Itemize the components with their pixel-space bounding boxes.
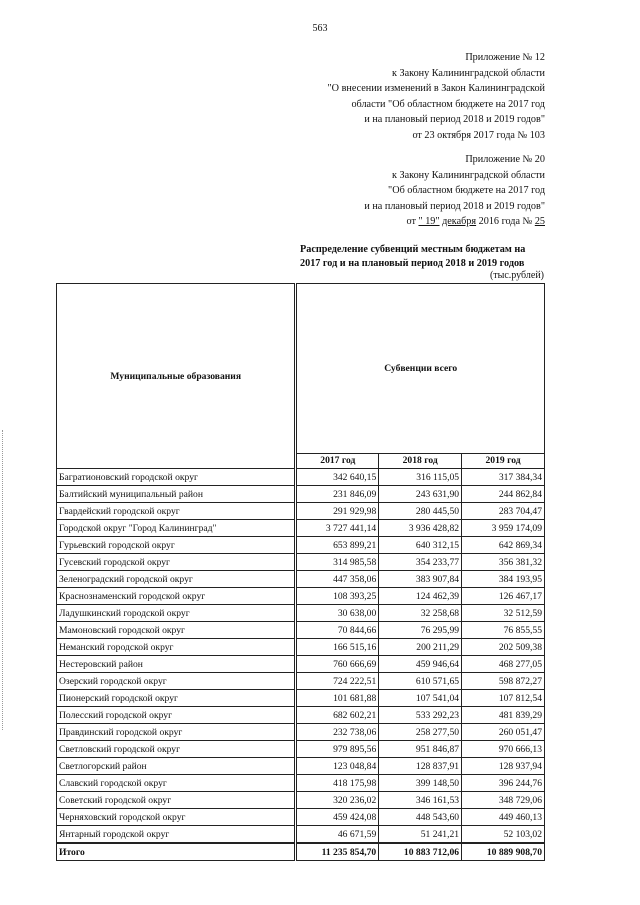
table-row <box>57 690 545 707</box>
table-row <box>57 469 545 486</box>
value-2019: 598 872,27 <box>462 673 545 690</box>
value-2019: 52 103,02 <box>462 826 545 844</box>
municipality-name: Гвардейский городской округ <box>57 503 296 520</box>
municipality-name: Ладушкинский городской округ <box>57 605 296 622</box>
value-2019: 384 193,95 <box>462 571 545 588</box>
appendix-20-dateline <box>364 214 545 230</box>
value-2019: 348 729,06 <box>462 792 545 809</box>
value-2017: 108 393,25 <box>296 588 379 605</box>
value-2019: 396 244,76 <box>462 775 545 792</box>
municipality-name: Неманский городской округ <box>57 639 296 656</box>
table-row <box>57 724 545 741</box>
value-2019: 126 467,17 <box>462 588 545 605</box>
value-2017: 314 985,58 <box>296 554 379 571</box>
value-2017: 231 846,09 <box>296 486 379 503</box>
value-2018: 200 211,29 <box>379 639 462 656</box>
table-row <box>57 673 545 690</box>
units-label: (тыс.рублей) <box>489 270 544 281</box>
table-row <box>57 486 545 503</box>
table-row <box>57 639 545 656</box>
value-2018: 399 148,50 <box>379 775 462 792</box>
value-2019: 449 460,13 <box>462 809 545 826</box>
municipality-name: Славский городской округ <box>57 775 296 792</box>
table-row <box>57 792 545 809</box>
municipality-name: Светлогорский район <box>57 758 296 775</box>
value-2018: 951 846,87 <box>379 741 462 758</box>
value-2018: 459 946,64 <box>379 656 462 673</box>
appendix-12-line: и на плановый период 2018 и 2019 годов" <box>364 114 545 126</box>
table-body <box>57 469 545 861</box>
value-2017: 342 640,15 <box>296 469 379 486</box>
appendix-20-line: "Об областном бюджете на 2017 год <box>388 185 545 197</box>
value-2017: 166 515,16 <box>296 639 379 656</box>
table-row <box>57 826 545 844</box>
value-2019: 107 812,54 <box>462 690 545 707</box>
date-prefix: от <box>406 216 416 228</box>
date-day: " 19" <box>418 216 440 228</box>
table-row <box>57 707 545 724</box>
appendix-20-line: и на плановый период 2018 и 2019 годов" <box>364 200 545 212</box>
appendix-20-line: к Закону Калининградской области <box>392 169 545 181</box>
subventions-table <box>56 283 545 861</box>
municipality-name: Багратионовский городской округ <box>57 469 296 486</box>
municipality-name: Зеленоградский городской округ <box>57 571 296 588</box>
value-2018: 243 631,90 <box>379 486 462 503</box>
value-2017: 232 738,06 <box>296 724 379 741</box>
margin-line <box>2 430 4 730</box>
header-municipalities: Муниципальные образования <box>57 284 296 469</box>
table-row <box>57 809 545 826</box>
appendix-12-line: к Закону Калининградской области <box>392 67 545 79</box>
value-2019: 244 862,84 <box>462 486 545 503</box>
municipality-name: Нестеровский район <box>57 656 296 673</box>
municipality-name: Мамоновский городской округ <box>57 622 296 639</box>
table-row <box>57 605 545 622</box>
value-2018: 448 543,60 <box>379 809 462 826</box>
table-row <box>57 503 545 520</box>
appendix-12-line: "О внесении изменений в Закон Калининградской <box>327 83 545 95</box>
value-2018: 640 312,15 <box>379 537 462 554</box>
value-2018: 124 462,39 <box>379 588 462 605</box>
value-2019: 317 384,34 <box>462 469 545 486</box>
table-row <box>57 775 545 792</box>
value-2017: 979 895,56 <box>296 741 379 758</box>
value-2017: 70 844,66 <box>296 622 379 639</box>
value-2017: 682 602,21 <box>296 707 379 724</box>
municipality-name: Гурьевский городской округ <box>57 537 296 554</box>
value-2019: 283 704,47 <box>462 503 545 520</box>
value-2018: 128 837,91 <box>379 758 462 775</box>
total-2019: 10 889 908,70 <box>462 843 545 861</box>
page-number: 563 <box>312 23 328 34</box>
value-2017: 447 358,06 <box>296 571 379 588</box>
table-row <box>57 520 545 537</box>
table-row <box>57 588 545 605</box>
appendix-12-block <box>328 50 546 144</box>
value-2018: 76 295,99 <box>379 622 462 639</box>
table-row <box>57 622 545 639</box>
table-row <box>57 571 545 588</box>
value-2018: 107 541,04 <box>379 690 462 707</box>
value-2017: 291 929,98 <box>296 503 379 520</box>
municipality-name: Янтарный городской округ <box>57 826 296 844</box>
value-2018: 533 292,23 <box>379 707 462 724</box>
table-row <box>57 656 545 673</box>
table-row <box>57 554 545 571</box>
municipality-name: Светловский городской округ <box>57 741 296 758</box>
value-2017: 760 666,69 <box>296 656 379 673</box>
municipality-name: Правдинский городской округ <box>57 724 296 741</box>
date-number: 25 <box>534 216 545 228</box>
value-2018: 3 936 428,82 <box>379 520 462 537</box>
value-2019: 356 381,32 <box>462 554 545 571</box>
table-row <box>57 537 545 554</box>
value-2018: 258 277,50 <box>379 724 462 741</box>
document-title: Распределение субвенций местным бюджетам на 2017 год и на плановый период 2018 и 2019 годов <box>300 244 526 269</box>
municipality-name: Городской округ "Город Калининград" <box>57 520 296 537</box>
value-2018: 280 445,50 <box>379 503 462 520</box>
header-subventions: Субвенции всего <box>296 284 545 454</box>
municipality-name: Советский городской округ <box>57 792 296 809</box>
value-2017: 724 222,51 <box>296 673 379 690</box>
value-2017: 30 638,00 <box>296 605 379 622</box>
value-2019: 128 937,94 <box>462 758 545 775</box>
header-year: 2018 год <box>379 453 462 468</box>
value-2018: 610 571,65 <box>379 673 462 690</box>
appendix-20-block <box>364 152 545 230</box>
total-label: Итого <box>57 843 296 861</box>
table-row <box>57 758 545 775</box>
value-2017: 320 236,02 <box>296 792 379 809</box>
value-2019: 76 855,55 <box>462 622 545 639</box>
municipality-name: Озерский городской округ <box>57 673 296 690</box>
value-2017: 46 671,59 <box>296 826 379 844</box>
value-2019: 260 051,47 <box>462 724 545 741</box>
value-2019: 202 509,38 <box>462 639 545 656</box>
value-2018: 354 233,77 <box>379 554 462 571</box>
municipality-name: Полесский городской округ <box>57 707 296 724</box>
value-2018: 346 161,53 <box>379 792 462 809</box>
value-2017: 459 424,08 <box>296 809 379 826</box>
municipality-name: Краснознаменский городской округ <box>57 588 296 605</box>
value-2019: 3 959 174,09 <box>462 520 545 537</box>
date-year: 2016 года № <box>478 216 533 228</box>
value-2017: 653 899,21 <box>296 537 379 554</box>
value-2017: 101 681,88 <box>296 690 379 707</box>
date-month: декабря <box>442 216 477 228</box>
value-2018: 51 241,21 <box>379 826 462 844</box>
value-2019: 642 869,34 <box>462 537 545 554</box>
value-2018: 32 258,68 <box>379 605 462 622</box>
value-2018: 383 907,84 <box>379 571 462 588</box>
appendix-12-line: Приложение № 12 <box>465 52 545 63</box>
value-2017: 3 727 441,14 <box>296 520 379 537</box>
appendix-20-line: Приложение № 20 <box>465 154 545 165</box>
value-2018: 316 115,05 <box>379 469 462 486</box>
value-2019: 32 512,59 <box>462 605 545 622</box>
municipality-name: Пионерский городской округ <box>57 690 296 707</box>
table-header-row <box>57 284 545 454</box>
header-year: 2019 год <box>462 453 545 468</box>
total-2017: 11 235 854,70 <box>296 843 379 861</box>
municipality-name: Балтийский муниципальный район <box>57 486 296 503</box>
appendix-12-line: области "Об областном бюджете на 2017 год <box>351 98 545 110</box>
table-row <box>57 741 545 758</box>
municipality-name: Черняховский городской округ <box>57 809 296 826</box>
total-2018: 10 883 712,06 <box>379 843 462 861</box>
total-row <box>57 843 545 861</box>
value-2019: 481 839,29 <box>462 707 545 724</box>
municipality-name: Гусевский городской округ <box>57 554 296 571</box>
value-2019: 468 277,05 <box>462 656 545 673</box>
appendix-12-line: от 23 октября 2017 года № 103 <box>412 129 545 141</box>
header-year: 2017 год <box>296 453 379 468</box>
value-2017: 418 175,98 <box>296 775 379 792</box>
value-2017: 123 048,84 <box>296 758 379 775</box>
value-2019: 970 666,13 <box>462 741 545 758</box>
